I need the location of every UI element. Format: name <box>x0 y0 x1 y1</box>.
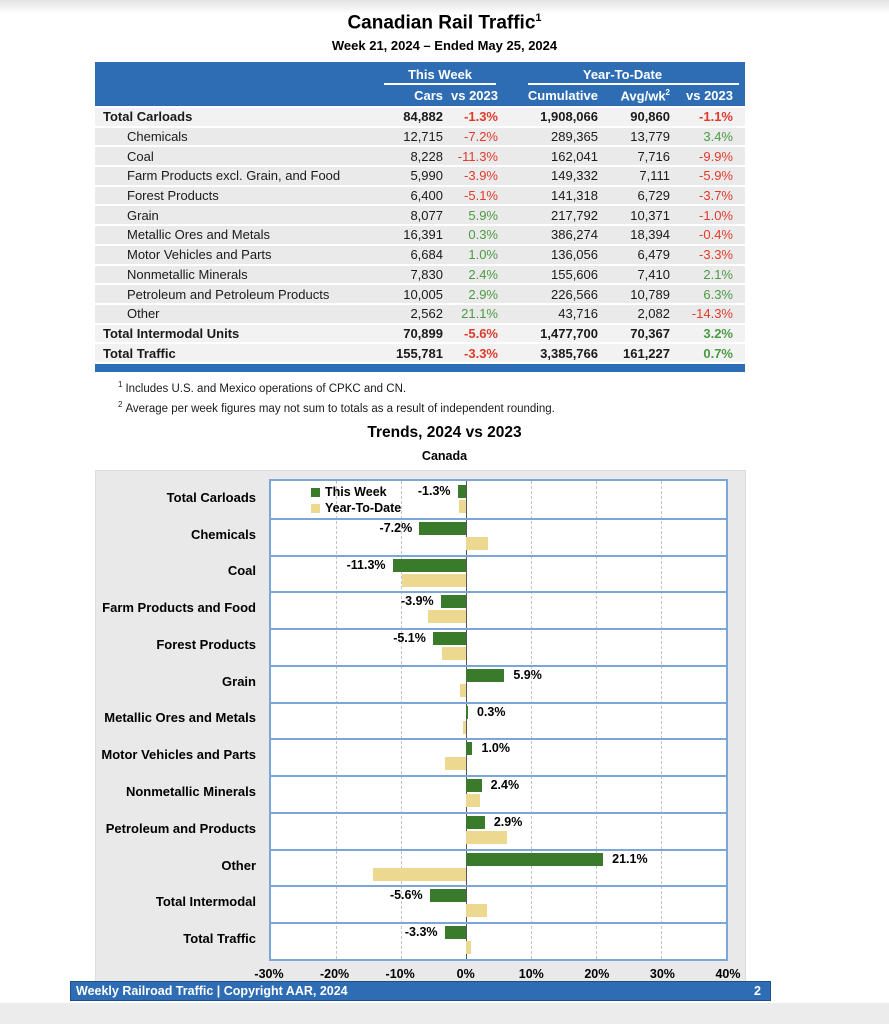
cell-avg-wk: 70,367 <box>630 325 670 341</box>
page-title <box>0 12 889 34</box>
cell-avg-wk: 90,860 <box>630 109 670 125</box>
table-group-header-row <box>95 62 745 85</box>
bar-this-week <box>458 485 466 498</box>
chart-subtitle: Canada <box>421 449 468 463</box>
cell-vs2023-ytd: -3.3% <box>699 247 733 263</box>
row-label: Other <box>127 306 160 322</box>
column-header-cars: Cars <box>414 88 443 103</box>
bar-year-to-date <box>466 941 471 954</box>
cell-vs2023-ytd: 6.3% <box>703 286 733 302</box>
table-row <box>95 147 745 165</box>
footnote-text: Average per week figures may not sum to totals as a result of independent rounding. <box>125 402 555 415</box>
bar-year-to-date <box>466 537 488 550</box>
row-label: Coal <box>127 148 154 164</box>
x-axis-tick-label: 0% <box>456 967 475 981</box>
bar-this-week <box>466 779 482 792</box>
category-label: Motor Vehicles and Parts <box>101 747 256 763</box>
cell-vs2023-week: -3.3% <box>464 345 498 361</box>
bar-value-label: -5.1% <box>393 631 426 646</box>
category-label: Other <box>221 857 256 873</box>
cell-cumulative: 149,332 <box>551 168 598 184</box>
traffic-table <box>95 62 745 372</box>
cell-cars: 8,077 <box>410 207 443 223</box>
category-label: Total Carloads <box>166 489 256 505</box>
column-header-avg-wk <box>600 88 672 103</box>
legend-this-week <box>311 484 401 500</box>
avg-wk-label: Avg/wk <box>620 88 666 104</box>
x-axis-tick-label: 10% <box>518 967 544 981</box>
cell-vs2023-week: -7.2% <box>464 129 498 145</box>
category-band <box>271 922 726 959</box>
footer-text: Weekly Railroad Traffic | Copyright AAR, 2024 <box>76 984 348 998</box>
cell-cumulative: 289,365 <box>551 129 598 145</box>
cell-vs2023-week: -3.9% <box>464 168 498 184</box>
table-row <box>95 226 745 244</box>
x-axis-tick-label: -30% <box>254 967 284 981</box>
cell-cars: 10,005 <box>403 286 443 302</box>
bar-value-label: 21.1% <box>612 851 648 866</box>
category-label: Metallic Ores and Metals <box>104 710 256 726</box>
table-row <box>95 167 745 185</box>
footnotes <box>118 380 555 420</box>
bar-value-label: 2.9% <box>493 814 523 829</box>
table-row <box>95 206 745 224</box>
cell-avg-wk: 10,371 <box>630 207 670 223</box>
bar-year-to-date <box>445 757 466 770</box>
row-label: Farm Products excl. Grain, and Food <box>127 168 341 184</box>
trends-chart-panel <box>95 470 746 988</box>
cell-cumulative: 3,385,766 <box>540 345 598 361</box>
footnote <box>118 400 555 415</box>
bar-year-to-date <box>442 647 466 660</box>
cell-vs2023-week: 2.4% <box>468 266 498 282</box>
cell-avg-wk: 13,779 <box>630 129 670 145</box>
cell-vs2023-ytd: 2.1% <box>703 266 733 282</box>
cell-vs2023-week: 0.3% <box>468 227 498 243</box>
x-axis-tick-label: -20% <box>319 967 350 981</box>
cell-cars: 12,715 <box>403 129 443 145</box>
cell-vs2023-ytd: -0.4% <box>699 227 733 243</box>
group-header-ytd-label: Year-To-Date <box>582 67 663 82</box>
cell-cars: 155,781 <box>396 345 443 361</box>
table-header <box>95 62 745 106</box>
bar-value-label: -11.3% <box>346 557 386 572</box>
cell-avg-wk: 10,789 <box>630 286 670 302</box>
table-row <box>95 128 745 146</box>
x-axis-tick-label: -10% <box>385 967 415 981</box>
footnote-text: Includes U.S. and Mexico operations of CPKC and CN. <box>125 382 407 395</box>
bar-this-week <box>466 742 472 755</box>
footnote <box>118 380 555 395</box>
row-label: Grain <box>127 207 159 223</box>
table-body <box>95 108 745 362</box>
category-label: Total Traffic <box>183 931 256 947</box>
row-label: Metallic Ores and Metals <box>127 227 271 243</box>
cell-avg-wk: 7,410 <box>637 266 670 282</box>
cell-avg-wk: 7,716 <box>637 148 670 164</box>
page-bottom-margin <box>0 1003 889 1024</box>
cell-cumulative: 1,477,700 <box>540 325 598 341</box>
category-label: Total Intermodal <box>155 894 256 910</box>
bar-this-week <box>466 853 603 866</box>
row-label: Petroleum and Petroleum Products <box>127 286 330 302</box>
cell-vs2023-ytd: 0.7% <box>703 345 733 361</box>
cell-cumulative: 386,274 <box>551 227 598 243</box>
table-row <box>95 246 745 264</box>
cell-avg-wk: 6,479 <box>637 247 670 263</box>
cell-cumulative: 226,566 <box>551 286 598 302</box>
group-underline <box>528 83 739 85</box>
chart-title: Trends, 2024 vs 2023 <box>367 424 522 441</box>
page-subtitle: Week 21, 2024 – Ended May 25, 2024 <box>331 38 558 53</box>
category-band <box>271 628 726 665</box>
table-row <box>95 325 745 343</box>
cell-vs2023-week: -1.3% <box>464 109 498 125</box>
category-band <box>271 591 726 628</box>
cell-vs2023-ytd: 3.4% <box>703 129 733 145</box>
row-label: Motor Vehicles and Parts <box>127 247 272 263</box>
legend-swatch-tan-icon <box>311 504 320 513</box>
cell-cars: 2,562 <box>410 306 443 322</box>
cell-vs2023-week: 1.0% <box>468 247 498 263</box>
group-header-this-week-label: This Week <box>407 67 473 82</box>
legend-label: This Week <box>325 485 387 499</box>
legend-swatch-green-icon <box>311 488 320 497</box>
cell-cars: 16,391 <box>403 227 443 243</box>
x-axis-tick-label: 30% <box>649 967 675 981</box>
bar-year-to-date <box>459 500 466 513</box>
table-bottom-bar <box>95 364 745 372</box>
bar-value-label: -1.3% <box>417 484 451 498</box>
footer-page-number: 2 <box>754 984 761 998</box>
bar-year-to-date <box>466 831 507 844</box>
group-header-this-week <box>380 65 500 85</box>
cell-cars: 6,684 <box>410 247 443 263</box>
bar-this-week <box>466 669 504 682</box>
x-axis-tick-label: 40% <box>715 967 741 981</box>
cell-vs2023-week: 2.9% <box>468 286 498 302</box>
cell-avg-wk: 18,394 <box>630 227 670 243</box>
category-label: Petroleum and Products <box>105 820 256 836</box>
bar-year-to-date <box>460 684 466 697</box>
cell-avg-wk: 6,729 <box>637 188 670 204</box>
bar-value-label: -5.6% <box>389 888 423 903</box>
cell-cumulative: 43,716 <box>558 306 598 322</box>
bar-year-to-date <box>463 721 466 734</box>
cell-vs2023-ytd: 3.2% <box>703 325 733 341</box>
cell-avg-wk: 2,082 <box>637 306 670 322</box>
table-row <box>95 266 745 284</box>
x-axis-tick-label: 20% <box>584 967 610 981</box>
bar-value-label: 0.3% <box>476 704 506 719</box>
cell-cumulative: 141,318 <box>551 188 598 204</box>
group-header-year-to-date <box>500 65 745 85</box>
column-header-vs2023-week: vs 2023 <box>451 88 498 103</box>
table-row <box>95 285 745 303</box>
bar-year-to-date <box>428 610 466 623</box>
row-label: Total Carloads <box>103 109 193 125</box>
cell-cars: 5,990 <box>410 168 443 184</box>
column-header-vs2023-ytd: vs 2023 <box>686 88 733 103</box>
table-row <box>95 344 745 362</box>
bar-value-label: -3.3% <box>404 925 438 940</box>
bar-year-to-date <box>373 868 466 881</box>
bar-value-label: -7.2% <box>379 520 413 535</box>
cell-cumulative: 217,792 <box>551 207 598 223</box>
cell-vs2023-week: 21.1% <box>461 306 498 322</box>
row-label: Total Intermodal Units <box>103 325 240 341</box>
row-label: Nonmetallic Minerals <box>127 266 248 282</box>
table-column-header-row <box>95 85 745 106</box>
category-label: Farm Products and Food <box>102 600 256 616</box>
cell-vs2023-week: -5.6% <box>464 325 498 341</box>
cell-vs2023-ytd: -1.1% <box>699 109 733 125</box>
bar-value-label: 5.9% <box>513 667 542 682</box>
row-label: Forest Products <box>127 188 219 204</box>
bar-year-to-date <box>466 794 480 807</box>
legend-label: Year-To-Date <box>325 501 402 515</box>
category-label: Coal <box>227 563 256 579</box>
cell-avg-wk: 7,111 <box>639 168 670 184</box>
chart-plot-area <box>269 479 728 961</box>
cell-cars: 8,228 <box>410 148 443 164</box>
cell-cars: 6,400 <box>410 188 443 204</box>
table-row <box>95 305 745 323</box>
bar-this-week <box>441 595 466 608</box>
bar-this-week <box>445 926 466 939</box>
cell-vs2023-ytd: -5.9% <box>699 168 733 184</box>
table-row <box>95 108 745 126</box>
cell-vs2023-ytd: -14.3% <box>691 306 733 322</box>
row-label: Chemicals <box>127 129 188 145</box>
footnote-marker: 1 <box>118 380 123 389</box>
cell-cumulative: 155,606 <box>551 266 598 282</box>
category-label: Nonmetallic Minerals <box>125 784 256 800</box>
cell-cumulative: 162,041 <box>551 148 598 164</box>
avg-wk-footnote-marker: 2 <box>665 87 670 97</box>
cell-cars: 7,830 <box>410 266 443 282</box>
bar-year-to-date <box>402 574 466 587</box>
cell-cumulative: 136,056 <box>551 247 598 263</box>
bar-this-week <box>433 632 466 645</box>
bar-this-week <box>466 706 468 719</box>
chart-category-labels <box>96 479 264 957</box>
category-band <box>271 885 726 922</box>
category-label: Forest Products <box>156 636 256 652</box>
cell-vs2023-ytd: -3.7% <box>699 188 733 204</box>
page-title-text: Canadian Rail Traffic <box>347 12 536 34</box>
bar-year-to-date <box>466 904 487 917</box>
footnote-marker: 2 <box>118 399 123 409</box>
cell-vs2023-week: -11.3% <box>457 148 498 164</box>
bar-this-week <box>430 889 466 902</box>
legend-year-to-date <box>311 500 401 516</box>
cell-vs2023-week: 5.9% <box>468 207 498 223</box>
cell-avg-wk: 161,227 <box>623 345 670 361</box>
column-header-cumulative: Cumulative <box>527 88 598 103</box>
cell-vs2023-ytd: -9.9% <box>699 148 733 164</box>
cell-cars: 84,882 <box>403 109 443 125</box>
category-band <box>271 555 726 592</box>
bar-value-label: -3.9% <box>400 594 434 609</box>
chart-legend <box>311 484 401 516</box>
title-footnote-marker: 1 <box>535 12 542 24</box>
group-underline <box>384 83 496 85</box>
category-label: Chemicals <box>190 526 256 542</box>
bar-this-week <box>393 559 466 572</box>
category-label: Grain <box>222 673 256 689</box>
cell-cumulative: 1,908,066 <box>540 109 598 125</box>
cell-cars: 70,899 <box>403 325 443 341</box>
cell-vs2023-week: -5.1% <box>464 188 498 204</box>
bar-this-week <box>466 816 485 829</box>
bar-value-label: 1.0% <box>481 741 510 756</box>
cell-vs2023-ytd: -1.0% <box>699 207 733 223</box>
row-label: Total Traffic <box>103 345 176 361</box>
category-band <box>271 518 726 555</box>
bar-value-label: 2.4% <box>490 778 520 793</box>
table-row <box>95 187 745 205</box>
bar-this-week <box>419 522 466 535</box>
footer-bar <box>70 981 771 1001</box>
